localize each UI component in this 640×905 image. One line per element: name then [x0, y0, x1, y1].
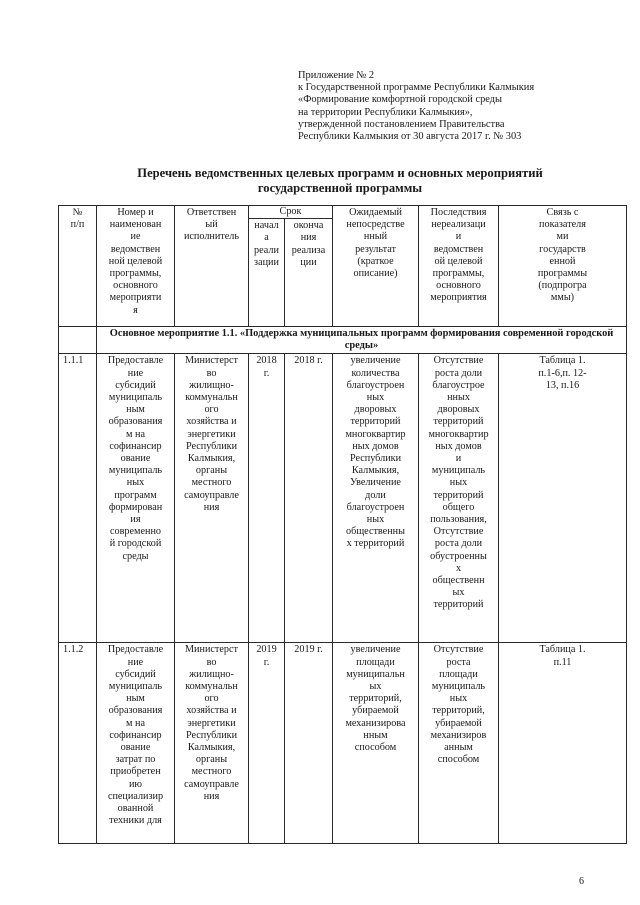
row-consequences: Отсутствие роста площади муниципаль ных территорий, убираемой механизиров анным способом [419, 643, 499, 844]
appendix-line: «Формирование комфортной городской среды [298, 94, 503, 106]
header-term: Срок [249, 206, 333, 219]
row-responsible: Министерст во жилищно- коммунальн ого хозяйства и энергетики Республики Калмыкия, органы местного самоуправле ния [175, 354, 249, 643]
row-start: 2019 г. [249, 643, 285, 844]
row-link: Таблица 1. п.1-6,п. 12- 13, п.16 [499, 354, 627, 643]
appendix-line: на территории Республики Калмыкия», [298, 106, 473, 118]
table-row [59, 643, 627, 844]
row-num: 1.1.2 [59, 643, 97, 844]
section-empty-cell [59, 327, 97, 354]
row-link: Таблица 1. п.11 [499, 643, 627, 844]
row-num: 1.1.1 [59, 354, 97, 643]
title-line-2: государственной программы [257, 181, 423, 195]
row-end: 2018 г. [285, 354, 333, 643]
header-consequences: Последствия нереализаци и ведомствен ой целевой программы, основного мероприятия [419, 206, 499, 327]
page-number: 6 [579, 876, 584, 887]
header-result: Ожидаемый непосредстве нный результат (краткое описание) [333, 206, 419, 327]
appendix-line: к Государственной программе Республики Калмыкия [298, 82, 535, 94]
header-end: оконча ния реализа ции [285, 219, 333, 327]
row-start: 2018 г. [249, 354, 285, 643]
row-name: Предоставле ние субсидий муниципаль ным образования м на софинансир ование муниципаль ных программ формирован ия современно й городской среды [97, 354, 175, 643]
row-end: 2019 г. [285, 643, 333, 844]
header-row [59, 206, 627, 219]
header-responsible: Ответствен ый исполнитель [175, 206, 249, 327]
section-row [59, 327, 627, 354]
title-line-1: Перечень ведомственных целевых программ и основных мероприятий [137, 166, 543, 180]
table-row [59, 354, 627, 643]
row-result: увеличение количества благоустроен ных дворовых территорий многоквартир ных домов Республики Калмыкия, Увеличение доли благоустроен ных общественны х территорий [333, 354, 419, 643]
appendix-line: Республики Калмыкия от 30 августа 2017 г. № 303 [298, 131, 522, 143]
header-link: Связь с показателя ми государств енной программы (подпрогра ммы) [499, 206, 627, 327]
section-title: Основное мероприятие 1.1. «Поддержка муниципальных программ формирования современной городской среды» [97, 327, 627, 354]
row-name: Предоставле ние субсидий муниципаль ным образования м на софинансир ование затрат по приобретен ию специализир ованной техники для [97, 643, 175, 844]
appendix-header [298, 70, 618, 143]
appendix-line: Приложение № 2 [298, 70, 375, 81]
activities-table [58, 205, 627, 844]
appendix-line: утвержденной постановлением Правительства [298, 118, 505, 130]
header-name: Номер и наименован ие ведомствен ной целевой программы, основного мероприяти я [97, 206, 175, 327]
row-responsible: Министерст во жилищно- коммунальн ого хозяйства и энергетики Республики Калмыкия, органы местного самоуправле ния [175, 643, 249, 844]
row-result: увеличение площади муниципальн ых территорий, убираемой механизирова нным способом [333, 643, 419, 844]
row-consequences: Отсутствие роста доли благоустрое нных дворовых территорий многоквартир ных домов и муниципаль ных территорий общего пользования, Отсутствие роста доли обустроенны х общественн ых территорий [419, 354, 499, 643]
header-start: начал а реали зации [249, 219, 285, 327]
document-title [60, 166, 620, 196]
header-num: № п/п [59, 206, 97, 327]
